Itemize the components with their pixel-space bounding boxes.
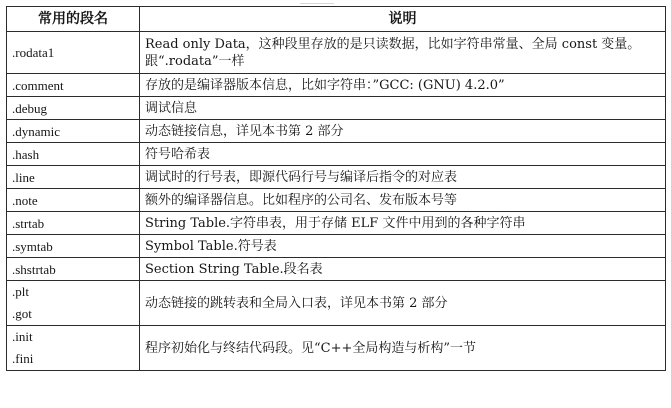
section-name-cell: .debug	[7, 97, 140, 120]
section-name-cell: .hash	[7, 143, 140, 166]
section-name-cell: .line	[7, 166, 140, 189]
description-cell: Symbol Table.符号表	[140, 235, 666, 258]
section-name-cell: .dynamic	[7, 120, 140, 143]
table-row	[7, 189, 666, 212]
description-text: Read only Data，这种段里存放的是只读数据，比如字符串常量、全局 const 变量。跟“.rodata”一样	[145, 36, 641, 69]
description-cell: 调试时的行号表，即源代码行号与编译后指令的对应表	[140, 166, 666, 189]
description-cell	[140, 32, 666, 74]
table-row	[7, 74, 666, 97]
description-cell: 符号哈希表	[140, 143, 666, 166]
table-row	[7, 235, 666, 258]
section-names-cell	[7, 281, 140, 326]
section-name-cell: .rodata1	[7, 32, 140, 74]
section-name-cell: .shstrtab	[7, 258, 140, 281]
description-cell: 调试信息	[140, 97, 666, 120]
description-cell: 程序初始化与终结代码段。见“C++全局构造与析构”一节	[140, 326, 666, 371]
section-name-cell: .strtab	[7, 212, 140, 235]
description-cell: String Table.字符串表，用于存储 ELF 文件中用到的各种字符串	[140, 212, 666, 235]
table-row	[7, 326, 666, 371]
table-row	[7, 120, 666, 143]
section-name: .fini	[12, 351, 34, 366]
section-name-header: 常用的段名	[7, 7, 140, 32]
elf-sections-table	[6, 6, 666, 371]
table-row	[7, 143, 666, 166]
table-row	[7, 212, 666, 235]
cropped-caption-fragment	[300, 0, 334, 4]
section-name: .plt	[12, 284, 29, 299]
section-name: .init	[12, 329, 33, 344]
description-cell: 存放的是编译器版本信息，比如字符串：”GCC: (GNU) 4.2.0”	[140, 74, 666, 97]
table-header-row	[7, 7, 666, 32]
section-name: .got	[12, 306, 32, 321]
section-names-cell	[7, 326, 140, 371]
table-row	[7, 281, 666, 326]
section-name-cell: .comment	[7, 74, 140, 97]
section-name-cell: .note	[7, 189, 140, 212]
section-name-cell: .symtab	[7, 235, 140, 258]
description-cell: 动态链接信息，详见本书第 2 部分	[140, 120, 666, 143]
description-cell: 额外的编译器信息。比如程序的公司名、发布版本号等	[140, 189, 666, 212]
table-row	[7, 258, 666, 281]
table-row	[7, 32, 666, 74]
table-row	[7, 166, 666, 189]
description-cell: Section String Table.段名表	[140, 258, 666, 281]
description-cell: 动态链接的跳转表和全局入口表，详见本书第 2 部分	[140, 281, 666, 326]
description-header: 说明	[140, 7, 666, 32]
table-row	[7, 97, 666, 120]
